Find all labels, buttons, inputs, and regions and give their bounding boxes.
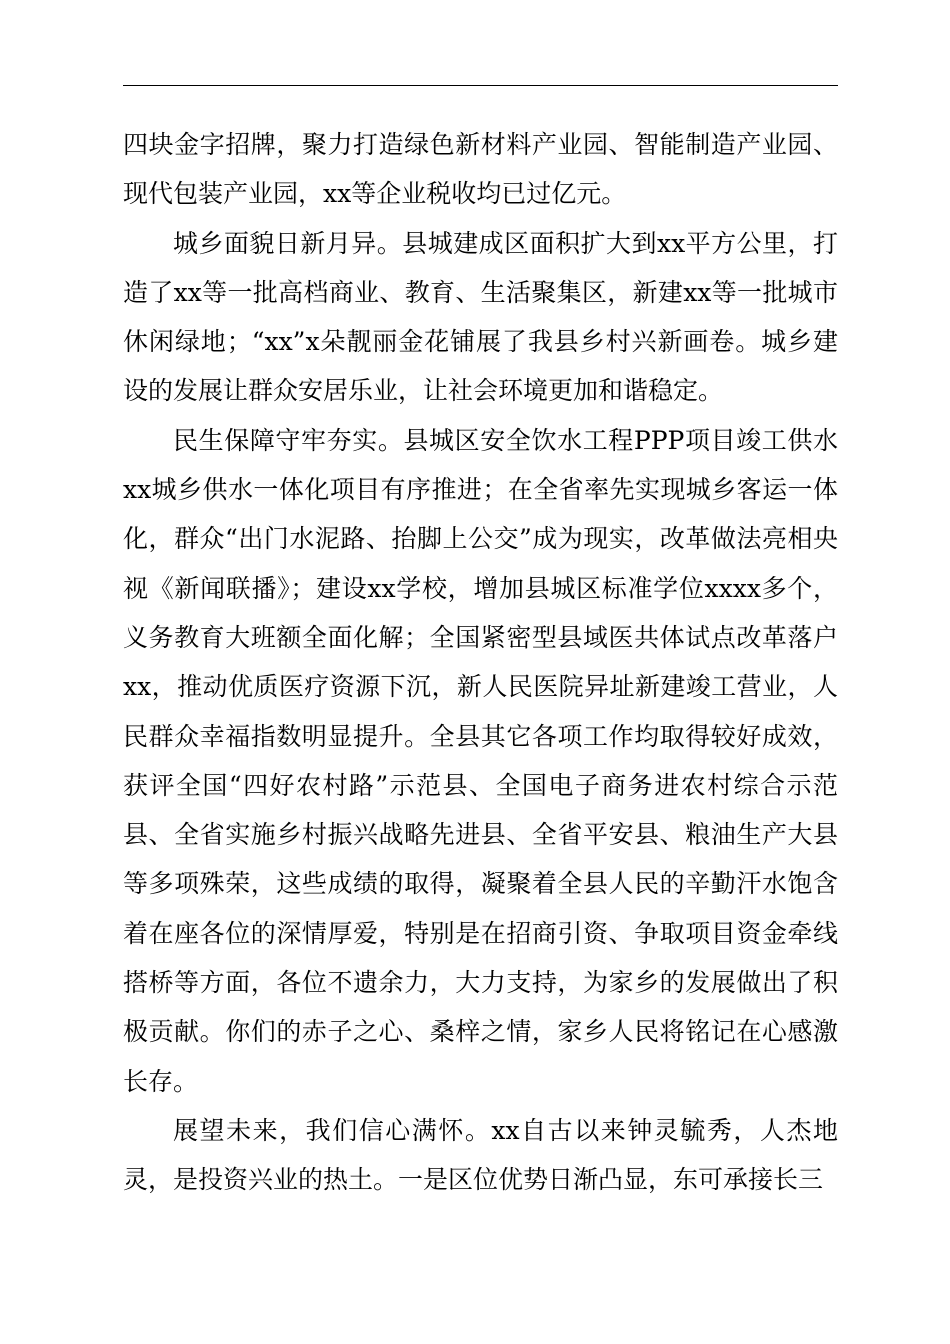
paragraph-outlook: 展望未来，我们信心满怀。xx自古以来钟灵毓秀，人杰地灵，是投资兴业的热土。一是区位优势日渐凸显，东可承接长三 <box>123 1115 838 1195</box>
header-rule <box>123 85 838 86</box>
paragraph-livelihood: 民生保障守牢夯实。县城区安全饮水工程PPP项目竣工供水xx城乡供水一体化项目有序推进；在全省率先实现城乡客运一体化，群众“出门水泥路、抬脚上公交”成为现实，改革做法亮相央视《新闻联播》；建设xx学校，增加县城区标准学位xxxx多个，义务教育大班额全面化解；全国紧密型县域医共体试点改革落户xx，推动优质医疗资源下沉，新人民医院异址新建竣工营业，人民群众幸福指数明显提升。全县其它各项工作均取得较好成效，获评全国“四好农村路”示范县、全国电子商务进农村综合示范县、全省实施乡村振兴战略先进县、全省平安县、粮油生产大县等多项殊荣，这些成绩的取得，凝聚着全县人民的辛勤汗水饱含着在座各位的深情厚爱，特别是在招商引资、争取项目资金牵线搭桥等方面，各位不遗余力，大力支持，为家乡的发展做出了积极贡献。你们的赤子之心、桑梓之情，家乡人民将铭记在心感激长存。 <box>123 425 838 1096</box>
body-text <box>123 120 838 1205</box>
paragraph-urban-rural: 城乡面貌日新月异。县城建成区面积扩大到xx平方公里，打造了xx等一批高档商业、教育、生活聚集区，新建xx等一批城市休闲绿地；“xx”x朵靓丽金花铺展了我县乡村兴新画卷。城乡建设的发展让群众安居乐业，让社会环境更加和谐稳定。 <box>123 228 838 406</box>
paragraph-continued: 四块金字招牌，聚力打造绿色新材料产业园、智能制造产业园、现代包装产业园，xx等企业税收均已过亿元。 <box>123 130 838 209</box>
